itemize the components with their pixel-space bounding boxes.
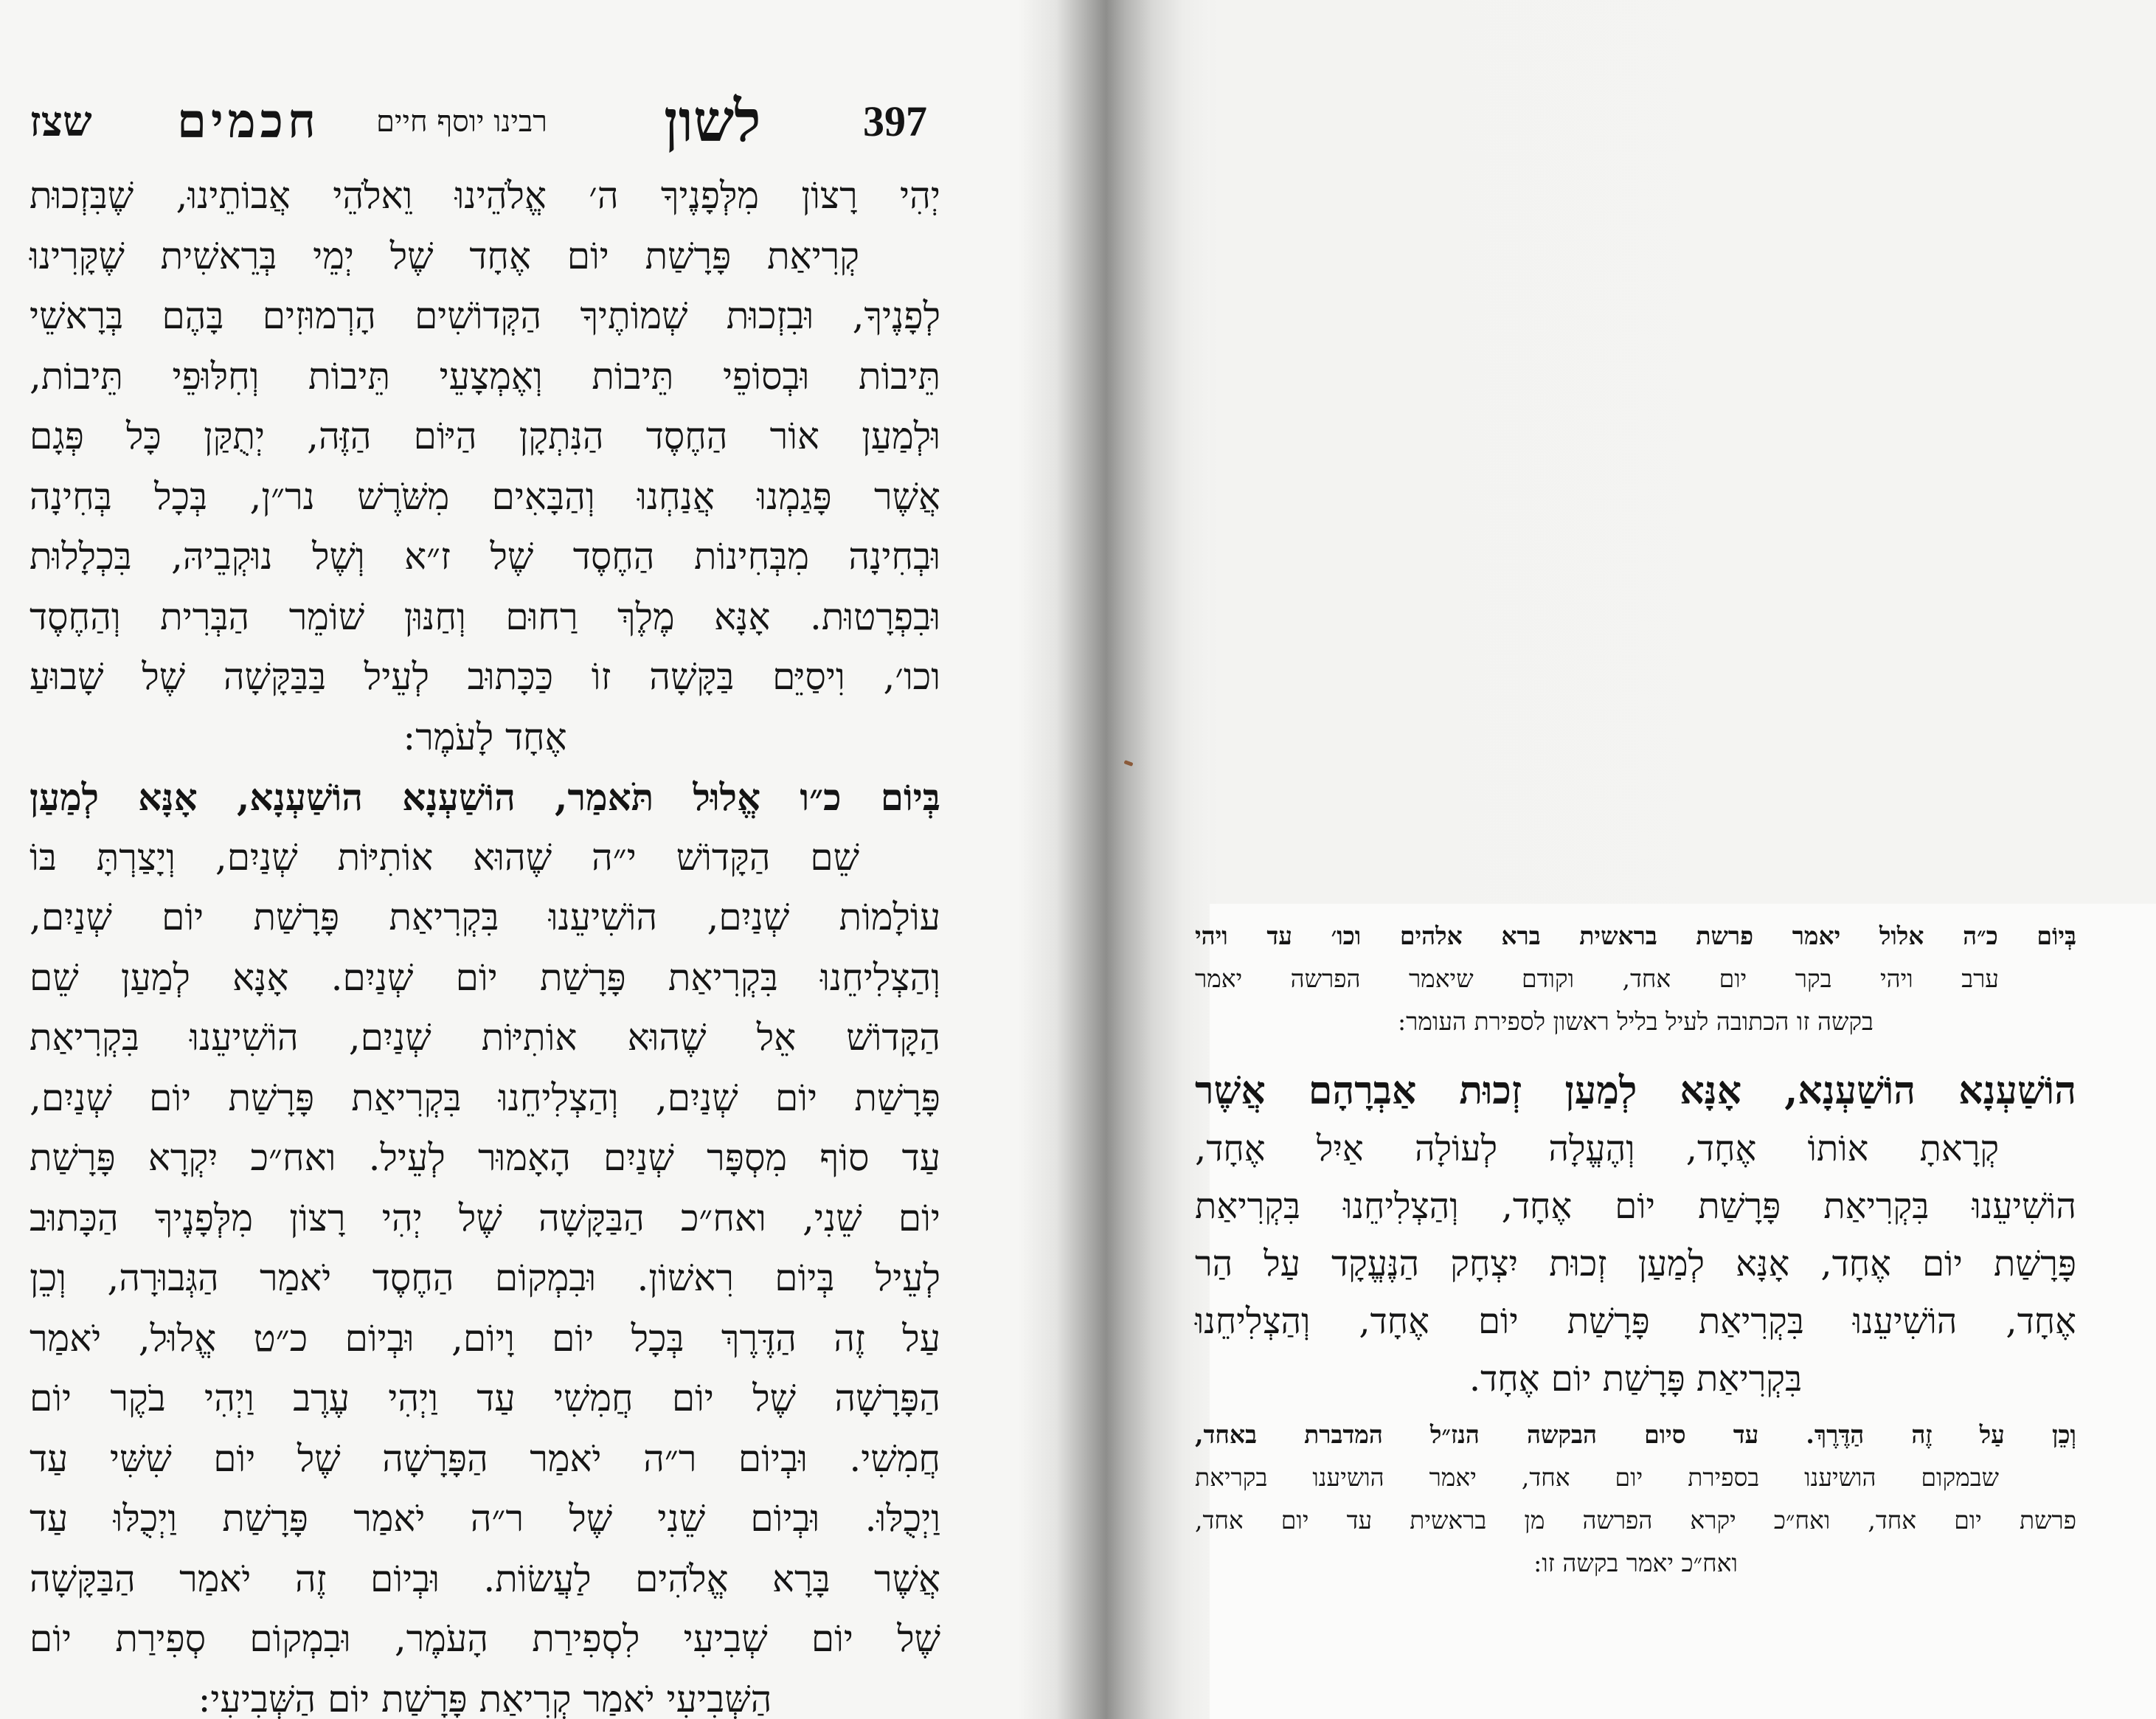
text-line: שֵׁם הַקָּדוֹשׁ י״ה שֶׁהוּא אוֹתִיּוֹת שְׁנַיִם, וְיָצַרְתָּ בּוֹ [30,835,859,879]
text-line: עוֹלָמוֹת שְׁנַיִם, הוֹשִׁיעֵנוּ בִּקְרִיאַת פָּרָשַׁת יוֹם שְׁנַיִם, [30,896,940,938]
prayer-line: הוֹשִׁיעֵנוּ בִּקְרִיאַת פָּרָשַׁת יוֹם אֶחָד, וְהַצְלִיחֵנוּ בִּקְרִיאַת [1195,1186,2076,1227]
prayer-line: קְרָאתָ אוֹתוֹ אֶחָד, וְהֶעֱלָה לְעוֹלָה אַיִל אֶחָד, [1195,1128,1999,1169]
text-line: לְפָנֶיךָ, וּבִזְכוּת שְׁמוֹתֶיךָ הַקְּדוֹשִׁים הָרְמוּזִים בָּהֶם בְּרָאשֵׁי [30,294,940,337]
text-line: עַל זֶה הַדֶּרֶךְ בְּכָל יוֹם וָיוֹם, וּבְיוֹם כ״ט אֱלוּל, יֹאמַר [30,1316,940,1360]
text-line: הַשְּׁבִיעִי יֹאמַר קְרִיאַת פָּרָשַׁת יוֹם הַשְּׁבִיעִי: [198,1677,772,1719]
right-page-text [1195,915,2076,1585]
text-line: שֶׁל יוֹם שְׁבִיעִי לִסְפִירַת הָעֹמֶר, וּבִמְקוֹם סְפִירַת יוֹם [30,1617,940,1660]
prayer-line: פָּרָשַׁת יוֹם אֶחָד, אָנָּא לְמַעַן זְכוּת יִצְחָק הַנֶּעֱקָד עַל הַר [1195,1243,2076,1284]
book-gutter [1018,0,1210,1719]
closing-line: שבמקום הושיענו בספירת יום אחד, יאמר הושיענו בקריאת [1195,1463,1999,1492]
spacer [1195,1408,2076,1414]
spacer [1195,1043,2076,1062]
prayer-line: בִּקְרִיאַת פָּרָשַׁת יוֹם אֶחָד. [1469,1358,1803,1400]
page-number: 397 [863,97,927,145]
prayer-line: אֶחָד, הוֹשִׁיעֵנוּ בִּקְרִיאַת פָּרָשַׁת יוֹם אֶחָד, וְהַצְלִיחֵנוּ [1195,1301,2076,1342]
text-line: אֶחָד לָעֹמֶר: [403,715,567,758]
closing-line: וְכֵן עַל זֶה הַדֶּרֶךְ. עד סיום הבקשה הנז״ל המדברת באחד, [1195,1420,2076,1449]
author-name: רבינו יוסף חיים [376,105,547,139]
text-line: וּבְחִינָה מִבְּחִינוֹת הַחֶסֶד שֶׁל ז״א וְשֶׁל נוּקְבֵיהּ, בִּכְלָלוּת [30,535,940,578]
text-line: וּלְמַעַן אוֹר הַחֶסֶד הַנִּתְקָן הַיּוֹם הַזֶּה, יְתֻקַּן כָּל פְּגָם [30,415,940,457]
instruction-line: בקשה זו הכתובה לעיל בליל ראשון לספירת העומר: [1398,1007,1873,1036]
text-line: וְהַצְלִיחֵנוּ בִּקְרִיאַת פָּרָשַׁת יוֹם שְׁנַיִם. אָנָּא לְמַעַן שֵׁם [30,955,940,999]
text-line: אֲשֶׁר בָּרָא אֱלֹהִים לַעֲשׂוֹת. וּבְיוֹם זֶה יֹאמַר הַבַּקָּשָׁה [30,1557,940,1600]
closing-line: פרשת יום אחד, ואח״כ יקרא הפרשה מן בראשית עד יום אחד, [1195,1506,2076,1535]
text-line: פָּרָשַׁת יוֹם שְׁנַיִם, וְהַצְלִיחֵנוּ בִּקְרִיאַת פָּרָשַׁת יוֹם שְׁנַיִם, [30,1076,940,1119]
text-line: יוֹם שֵׁנִי, ואח״כ הַבַּקָּשָׁה שֶׁל יְהִי רָצוֹן מִלְּפָנֶיךָ הַכָּתוּב [30,1196,940,1239]
text-line: וכו׳, וִיסַיֵּם בַּקָּשָׁה זוֹ כַּכָּתוּב לְעֵיל בַּבַּקָּשָׁה שֶׁל שָׁבוּעַ [30,655,940,698]
instruction-line: בְּיוֹם כ״ה אלול יאמר פרשת בראשית ברא אלהים וכו׳ עד ויהי [1195,921,2076,950]
text-line: יְהִי רָצוֹן מִלְּפָנֶיךָ ה׳ אֱלֹהֵינוּ וֵאלֹהֵי אֲבוֹתֵינוּ, שֶׁבִּזְכוּת [30,174,940,217]
text-line: אֲשֶׁר פָּגַמְנוּ אֲנַחְנוּ וְהַבָּאִים מִשֹּׁרֶשׁ נר״ן, בְּכָל בְּחִינָה [30,474,940,518]
left-page-text [30,166,940,1719]
text-line: עַד סוֹף מִסְפָּר שְׁנַיִם הָאָמוּר לְעֵיל. ואח״כ יִקְרָא פָּרָשַׁת [30,1136,940,1179]
prayer-heading-line: הוֹשַׁעְנָא הוֹשַׁעְנָא, אָנָּא לְמַעַן זְכוּת אַבְרָהָם אֲשֶׁר [1195,1068,2076,1113]
section-heading-line: בְּיוֹם כ״ו אֱלוּל תֹּאמַר, הוֹשַׁעְנָא הוֹשַׁעְנָא, אָנָּא לְמַעַן [30,775,940,819]
text-line: וַיְכֻלּוּ. וּבְיוֹם שֵׁנִי שֶׁל ר״ה יֹאמַר פָּרָשַׁת וַיְכֻלּוּ עַד [30,1497,940,1540]
text-line: לְעֵיל בְּיוֹם רִאשׁוֹן. וּבִמְקוֹם הַחֶסֶד יֹאמַר הַגְּבוּרָה, וְכֵן [30,1256,940,1299]
book-title-lashon: לשון [664,88,761,155]
text-line: חֲמִשִׁי. וּבְיוֹם ר״ה יֹאמַר הַפָּרָשָׁה שֶׁל יוֹם שִׁשִּׁי עַד [30,1436,940,1480]
book-title-chachamim: חכמים [177,94,320,149]
text-line: וּבִפְרָטוּת. אָנָּא מֶלֶךְ רַחוּם וְחַנּוּן שׁוֹמֵר הַבְּרִית וְהַחֶסֶד [30,595,940,638]
instruction-line: ערב ויהי בקר יום אחד, וקודם שיאמר הפרשה יאמר [1195,964,1999,993]
text-line: קְרִיאַת פָּרָשַׁת יוֹם אֶחָד שֶׁל יְמֵי בְּרֵאשִׁית שֶׁקָּרִינוּ [30,234,859,277]
page-number-hebrew: שצז [30,97,92,146]
text-line: תֵּיבוֹת וּבְסוֹפֵי תֵּיבוֹת וְאֶמְצָעֵי תֵּיבוֹת וְחִלּוּפֵי תֵּיבוֹת, [30,354,940,398]
closing-line: ואח״כ יאמר בקשה זו: [1533,1549,1738,1577]
text-line: הַפָּרָשָׁה שֶׁל יוֹם חֲמִשִׁי עַד וַיְהִי עֶרֶב וַיְהִי בֹקֶר יוֹם [30,1377,940,1419]
running-head [30,81,937,162]
text-line: הַקָּדוֹשׁ אֵל שֶׁהוּא אוֹתִיּוֹת שְׁנַיִם, הוֹשִׁיעֵנוּ בִּקְרִיאַת [30,1016,940,1059]
